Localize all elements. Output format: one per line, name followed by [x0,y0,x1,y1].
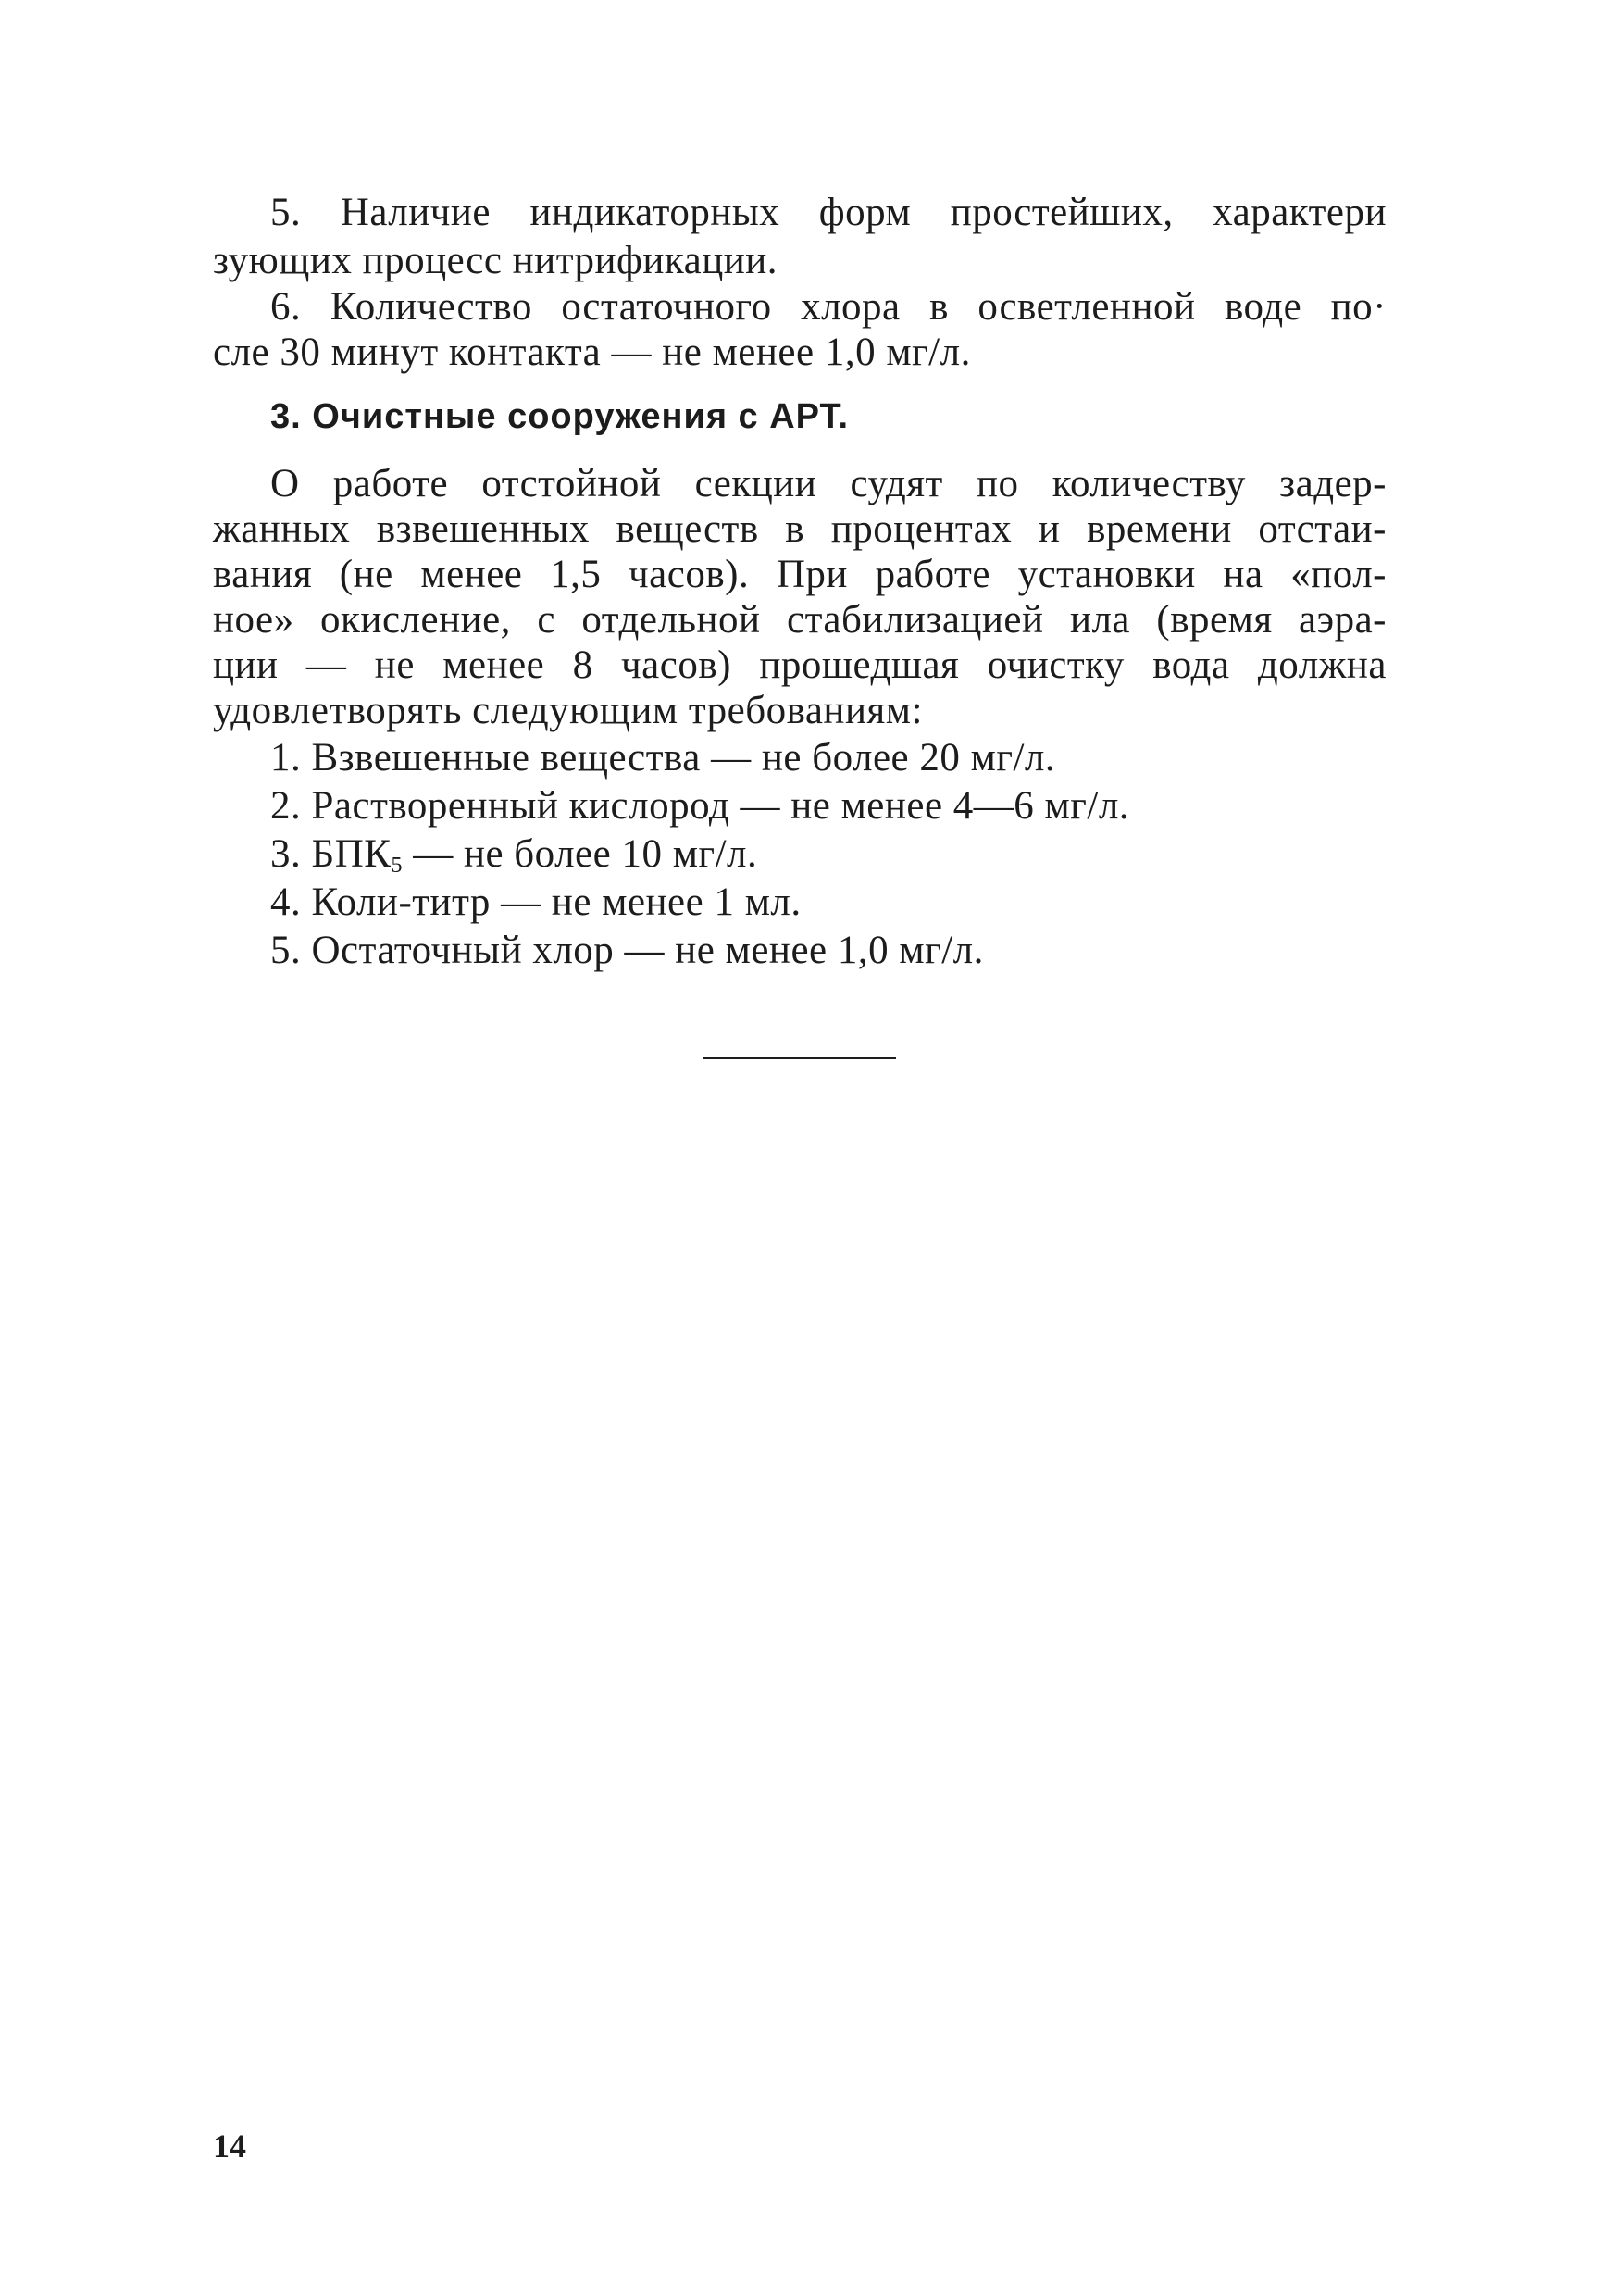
paragraph-line-4: ное» окисление, с отдельной стабилизацией ила (время аэра- [213,598,1387,642]
section-heading: 3. Очистные сооружения с АРТ. [270,397,850,436]
item-6-line-2: сле 30 минут контакта — не менее 1,0 мг/л. [213,331,971,374]
bpk-subscript: 5 [391,854,403,878]
page-number: 14 [213,2128,246,2165]
paragraph-line-1: О работе отстойной секции судят по количеству задер- [270,462,1387,505]
requirement-item-3-rest: — не более 10 мг/л. [402,832,758,876]
requirement-item-4: 4. Коли-титр — не менее 1 мл. [270,880,802,924]
requirement-item-5: 5. Остаточный хлор — не менее 1,0 мг/л. [270,929,984,972]
item-5-line-1: 5. Наличие индикаторных форм простейших, характери [270,191,1387,234]
item-5-line-2: зующих процесс нитрификации. [213,239,778,282]
requirement-item-3-text: 3. БПК [270,832,392,876]
section-end-rule [703,1057,896,1059]
requirement-item-1: 1. Взвешенные вещества — не более 20 мг/л. [270,736,1056,780]
paragraph-line-3: вания (не менее 1,5 часов). При работе установки на «пол- [213,553,1387,596]
requirement-item-3 [270,831,1387,878]
item-6-line-1: 6. Количество остаточного хлора в осветленной воде по· [270,285,1387,329]
paragraph-line-5: ции — не менее 8 часов) прошедшая очистку вода должна [213,643,1387,687]
paragraph-line-6: удовлетворять следующим требованиям: [213,689,923,732]
requirement-item-2: 2. Растворенный кислород — не менее 4—6 мг/л. [270,784,1130,828]
paragraph-line-2: жанных взвешенных веществ в процентах и времени отстаи- [213,507,1387,551]
